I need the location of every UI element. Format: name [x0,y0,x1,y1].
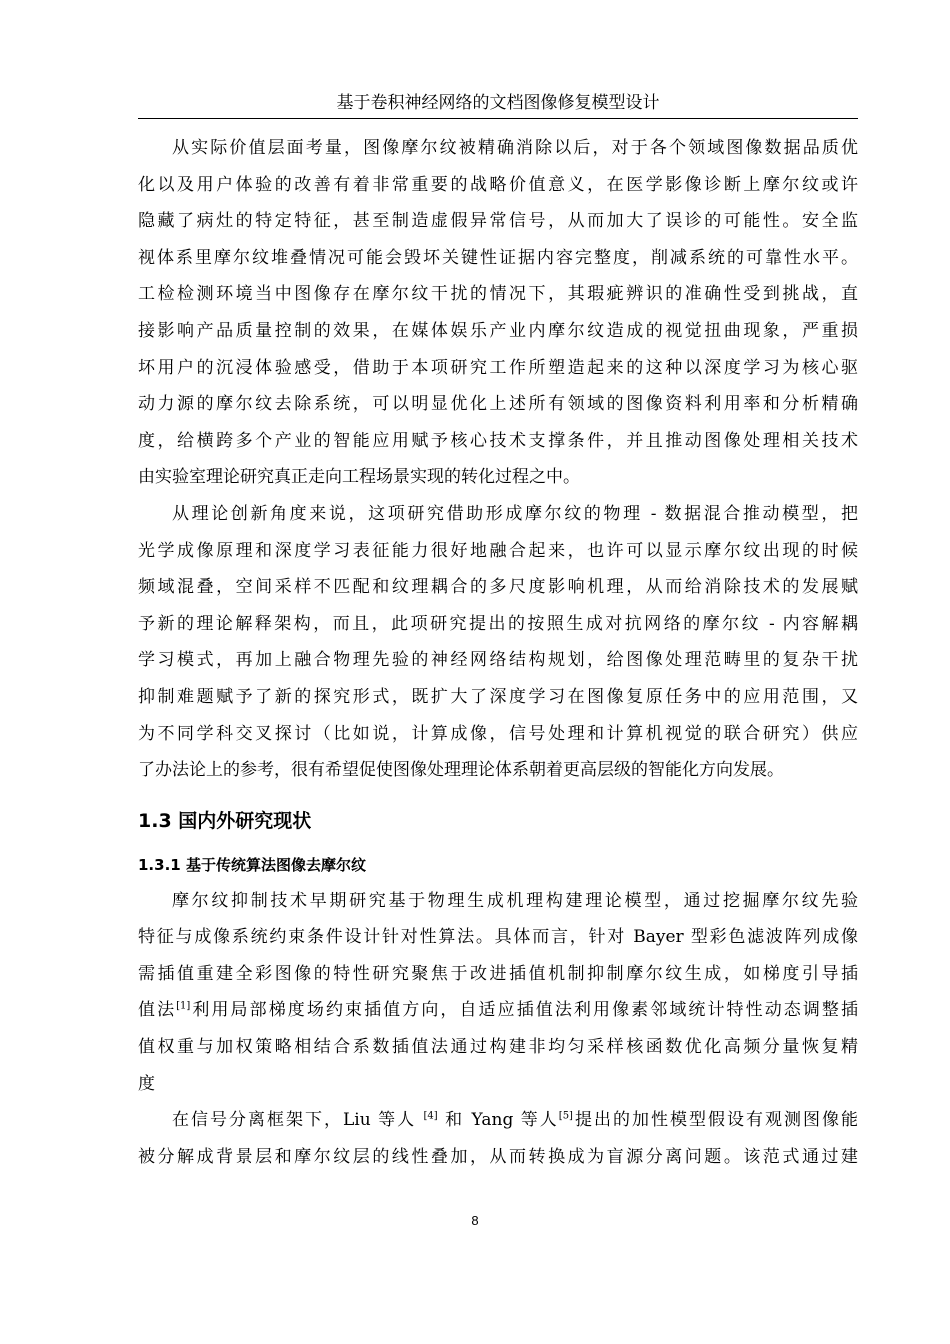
paragraph-theoretical-innovation [138,496,858,789]
text-run: 和 Yang 等人 [437,1110,559,1131]
text-line: 视体系里摩尔纹堆叠情况可能会毁坏关键性证据内容完整度，削减系统的可靠性水平。 [138,247,858,268]
text-line: 被分解成背景层和摩尔纹层的线性叠加，从而转换成为盲源分离问题。该范式通过建 [138,1146,858,1167]
citation-ref: [1] [176,1000,191,1012]
subsection-title: 基于传统算法图像去摩尔纹 [185,855,366,874]
subsection-heading [138,847,858,883]
text-line [138,1102,858,1139]
text-run: 在信号分离框架下，Liu 等人 [172,1110,424,1131]
text-line: 了办法论上的参考，很有希望促使图像处理理论体系朝着更高层级的智能化方向发展。 [138,760,784,781]
text-line: 接影响产品质量控制的效果，在媒体娱乐产业内摩尔纹造成的视觉扭曲现象，严重损 [138,320,858,341]
text-line: 学习模式，再加上融合物理先验的神经网络结构规划，给图像处理范畴里的复杂干扰 [138,650,858,671]
paragraph-practical-value [138,130,858,496]
citation-ref: [5] [558,1110,573,1122]
text-line: 摩尔纹抑制技术早期研究基于物理生成机理构建理论模型，通过挖掘摩尔纹先验 [172,890,858,911]
text-line: 动力源的摩尔纹去除系统，可以明显优化上述所有领域的图像资料利用率和分析精确 [138,394,858,415]
text-line: 抑制难题赋予了新的探究形式，既扩大了深度学习在图像复原任务中的应用范围，又 [138,686,858,707]
text-run: 提出的加性模型假设有观测图像能 [572,1110,859,1131]
text-line: 频域混叠，空间采样不匹配和纹理耦合的多尺度影响机理，从而给消除技术的发展赋 [138,577,858,598]
text-line: 由实验室理论研究真正走向工程场景实现的转化过程之中。 [138,467,580,488]
text-line: 为不同学科交叉探讨（比如说，计算成像，信号处理和计算机视觉的联合研究）供应 [138,723,858,744]
text-line: 从实际价值层面考量，图像摩尔纹被精确消除以后，对于各个领域图像数据品质优 [172,138,858,158]
text-line: 化以及用户体验的改善有着非常重要的战略价值意义，在医学影像诊断上摩尔纹或许 [138,174,858,195]
text-line: 度，给横跨多个产业的智能应用赋予核心技术支撑条件，并且推动图像处理相关技术 [138,430,858,451]
paragraph-signal-separation [138,1102,858,1175]
text-run: 值法 [138,1000,177,1021]
text-line: 工检检测环境当中图像存在摩尔纹干扰的情况下，其瑕疵辨识的准确性受到挑战，直 [138,284,858,305]
text-line: 值权重与加权策略相结合系数插值法通过构建非均匀采样核函数优化高频分量恢复精 [138,1037,858,1058]
running-header: 基于卷积神经网络的文档图像修复模型设计 [336,93,660,113]
paragraph-traditional-methods [138,883,858,1103]
text-line: 隐藏了病灶的特定特征，甚至制造虚假异常信号，从而加大了误诊的可能性。安全监 [138,211,858,232]
citation-ref: [4] [423,1110,438,1122]
text-line: 从理论创新角度来说，这项研究借助形成摩尔纹的物理 - 数据混合推动模型，把 [172,503,858,524]
text-line: 予新的理论解释架构，而且，此项研究提出的按照生成对抗网络的摩尔纹 - 内容解耦 [138,613,858,634]
header-rule [138,118,858,119]
text-line: 光学成像原理和深度学习表征能力很好地融合起来，也许可以显示摩尔纹出现的时候 [138,540,858,561]
page-number: 8 [471,1213,479,1228]
text-line: 坏用户的沉浸体验感受，借助于本项研究工作所塑造起来的这种以深度学习为核心驱 [138,357,858,378]
text-line: 特征与成像系统约束条件设计针对性算法。具体而言，针对 Bayer 型彩色滤波阵列成像 [138,927,858,948]
subsection-number: 1.3.1 [138,855,181,874]
page-content [138,130,858,1175]
text-line: 需插值重建全彩图像的特性研究聚焦于改进插值机制抑制摩尔纹生成，如梯度引导插 [138,963,858,984]
text-line [138,992,858,1029]
section-heading [138,799,858,843]
text-line: 度 [138,1073,155,1094]
text-run: 利用局部梯度场约束插值方向，自适应插值法利用像素邻域统计特性动态调整插 [190,1000,859,1021]
section-number: 1.3 [138,809,172,832]
section-title: 国内外研究现状 [178,809,312,832]
